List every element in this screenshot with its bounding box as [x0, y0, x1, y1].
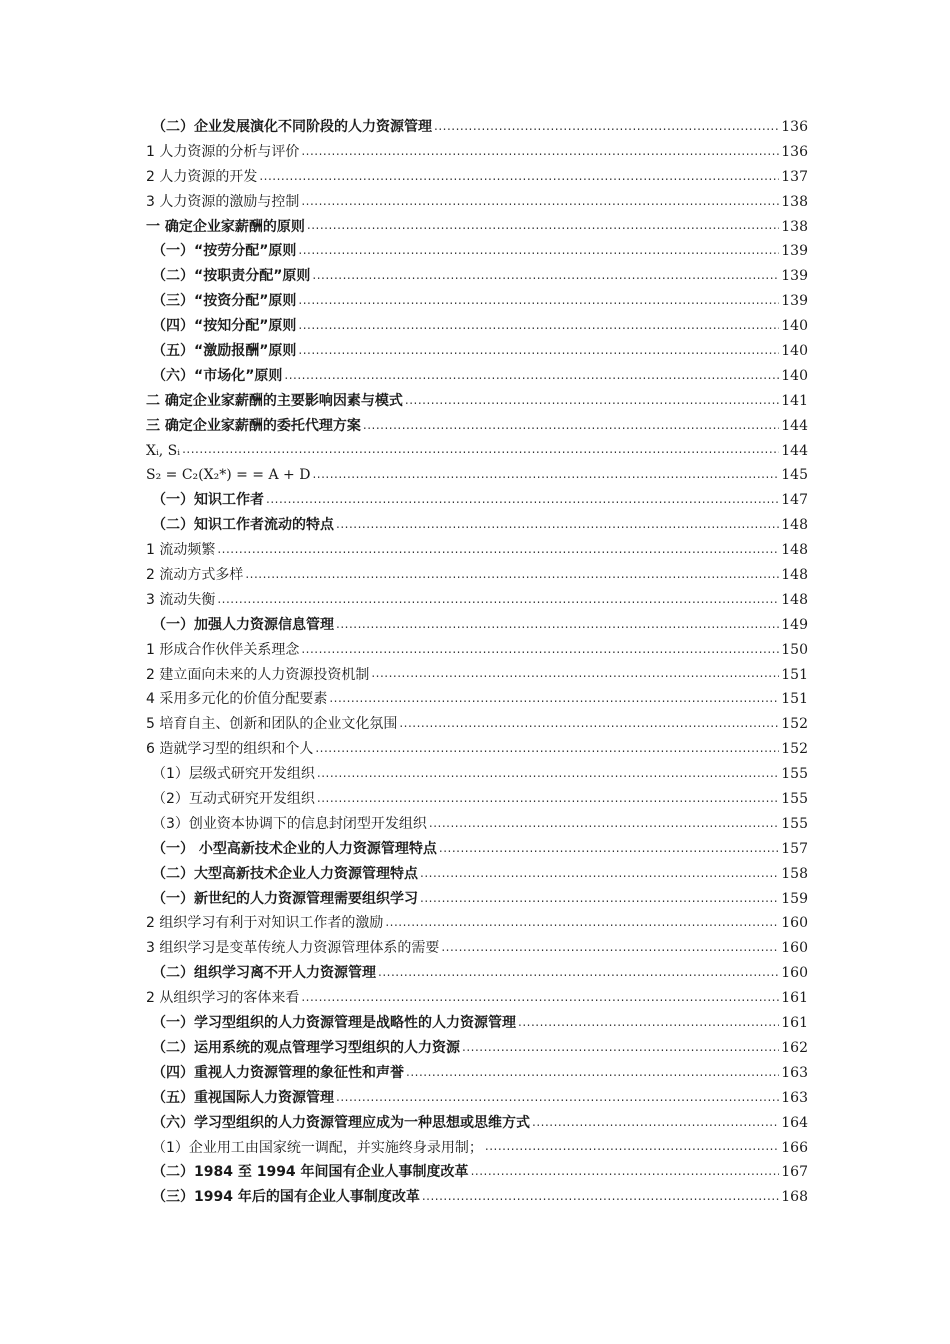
- toc-entry-page-number: 136: [781, 143, 808, 160]
- toc-entry-page-number: 140: [781, 343, 808, 359]
- toc-entry-page-number: 148: [781, 542, 808, 559]
- toc-entry[interactable]: [146, 439, 808, 464]
- toc-entry[interactable]: [146, 1160, 808, 1185]
- toc-entry-page-number: 160: [781, 940, 808, 957]
- toc-entry[interactable]: [146, 737, 808, 762]
- toc-entry-title: 2 流动方式多样: [146, 567, 244, 584]
- toc-entry-page-number: 148: [781, 517, 808, 534]
- toc-entry-page-number: 152: [781, 741, 808, 758]
- toc-entry[interactable]: [146, 215, 808, 240]
- toc-entry-page-number: 140: [781, 367, 808, 384]
- toc-dot-leader: [298, 344, 779, 358]
- toc-dot-leader: [518, 1016, 779, 1030]
- toc-entry-title: （三）1994 年后的国有企业人事制度改革: [152, 1189, 420, 1206]
- toc-entry[interactable]: [146, 289, 808, 314]
- toc-dot-leader: [284, 369, 779, 383]
- toc-entry-title: 二 确定企业家薪酬的主要影响因素与模式: [146, 392, 403, 409]
- toc-entry-page-number: 138: [781, 193, 808, 210]
- toc-entry-page-number: 160: [781, 965, 808, 982]
- toc-entry[interactable]: [146, 364, 808, 389]
- toc-entry-title: （二）“按职责分配”原则: [152, 268, 311, 285]
- toc-entry[interactable]: [146, 862, 808, 887]
- toc-entry-title: （六）学习型组织的人力资源管理应成为一种思想或思维方式: [152, 1114, 530, 1131]
- toc-entry-page-number: 140: [781, 318, 808, 335]
- toc-dot-leader: [336, 518, 779, 532]
- toc-entry-title: （二）大型高新技术企业人力资源管理特点: [152, 865, 418, 882]
- toc-dot-leader: [462, 1041, 779, 1055]
- toc-dot-leader: [378, 966, 779, 980]
- toc-entry[interactable]: [146, 488, 808, 513]
- toc-entry[interactable]: [146, 986, 808, 1011]
- toc-entry-page-number: 139: [781, 243, 808, 260]
- toc-entry-title: （六）“市场化”原则: [152, 367, 283, 384]
- toc-dot-leader: [420, 867, 779, 881]
- toc-dot-leader: [298, 244, 779, 258]
- toc-entry-page-number: 166: [781, 1139, 808, 1156]
- toc-dot-leader: [363, 419, 779, 433]
- toc-entry-title: 5 培育自主、创新和团队的企业文化氛围: [146, 716, 398, 733]
- toc-entry-title: 1 人力资源的分析与评价: [146, 143, 300, 160]
- toc-dot-leader: [317, 767, 779, 781]
- toc-entry-title: 2 组织学习有利于对知识工作者的激励: [146, 915, 384, 932]
- toc-entry-page-number: 161: [781, 990, 808, 1007]
- toc-entry[interactable]: [146, 812, 808, 837]
- toc-entry-title: （四）“按知分配”原则: [152, 318, 297, 335]
- toc-entry-page-number: 139: [781, 293, 808, 310]
- toc-entry-page-number: 163: [781, 1064, 808, 1081]
- toc-entry[interactable]: [146, 389, 808, 414]
- toc-entry-page-number: 141: [781, 392, 808, 409]
- toc-entry[interactable]: [146, 837, 808, 862]
- toc-dot-leader: [329, 692, 779, 706]
- toc-dot-leader: [312, 269, 779, 283]
- toc-entry-title: （五）“激励报酬”原则: [152, 343, 297, 359]
- toc-entry-page-number: 150: [781, 641, 808, 658]
- toc-dot-leader: [301, 195, 779, 209]
- toc-dot-leader: [301, 643, 779, 657]
- toc-entry-page-number: 168: [781, 1189, 808, 1206]
- toc-entry-page-number: 160: [781, 915, 808, 932]
- toc-entry-title: （一）加强人力资源信息管理: [152, 616, 334, 633]
- toc-entry-title: 1 形成合作伙伴关系理念: [146, 641, 300, 658]
- toc-entry-title: 3 组织学习是变革传统人力资源管理体系的需要: [146, 940, 440, 957]
- toc-dot-leader: [429, 817, 779, 831]
- toc-dot-leader: [471, 1165, 780, 1179]
- toc-entry-title: （一）新世纪的人力资源管理需要组织学习: [152, 890, 418, 907]
- toc-entry-page-number: 145: [781, 467, 808, 484]
- toc-entry[interactable]: [146, 936, 808, 961]
- toc-entry-page-number: 155: [781, 766, 808, 783]
- toc-entry-page-number: 158: [781, 865, 808, 882]
- toc-entry-title: （一）学习型组织的人力资源管理是战略性的人力资源管理: [152, 1015, 516, 1032]
- toc-dot-leader: [405, 394, 779, 408]
- toc-entry[interactable]: [146, 314, 808, 339]
- toc-entry-title: 3 人力资源的激励与控制: [146, 193, 300, 210]
- toc-entry-title: （2）互动式研究开发组织: [152, 791, 315, 808]
- toc-entry[interactable]: [146, 961, 808, 986]
- toc-dot-leader: [301, 145, 779, 159]
- toc-dot-leader: [422, 1190, 779, 1204]
- toc-entry[interactable]: [146, 190, 808, 215]
- toc-dot-leader: [217, 543, 779, 557]
- toc-entry[interactable]: [146, 115, 808, 140]
- toc-dot-leader: [259, 170, 779, 184]
- toc-entry-page-number: 159: [781, 890, 808, 907]
- toc-dot-leader: [217, 593, 779, 607]
- toc-entry-title: （三）“按资分配”原则: [152, 293, 297, 310]
- toc-entry-title: 2 建立面向未来的人力资源投资机制: [146, 666, 370, 683]
- toc-dot-leader: [336, 1091, 779, 1105]
- toc-dot-leader: [485, 1140, 779, 1154]
- toc-entry-page-number: 144: [781, 417, 808, 434]
- toc-entry-title: S₂ = C₂(X₂*) = = A + D: [146, 467, 311, 484]
- toc-dot-leader: [399, 717, 779, 731]
- toc-entry-title: （四）重视人力资源管理的象征性和声誉: [152, 1064, 404, 1081]
- toc-entry-page-number: 155: [781, 815, 808, 832]
- toc-entry-page-number: 138: [781, 218, 808, 235]
- toc-dot-leader: [441, 941, 779, 955]
- toc-entry-page-number: 139: [781, 268, 808, 285]
- toc-entry[interactable]: [146, 1136, 808, 1161]
- toc-entry[interactable]: [146, 1061, 808, 1086]
- toc-entry-page-number: 162: [781, 1039, 808, 1056]
- toc-entry[interactable]: [146, 588, 808, 613]
- toc-dot-leader: [301, 991, 779, 1005]
- toc-dot-leader: [371, 667, 779, 681]
- toc-entry-page-number: 161: [781, 1015, 808, 1032]
- toc-entry-title: （1）层级式研究开发组织: [152, 766, 315, 783]
- toc-entry[interactable]: [146, 712, 808, 737]
- toc-entry-title: （一）知识工作者: [152, 492, 264, 509]
- toc-dot-leader: [336, 618, 779, 632]
- toc-dot-leader: [434, 120, 779, 134]
- toc-entry[interactable]: [146, 1185, 808, 1210]
- toc-dot-leader: [315, 742, 779, 756]
- toc-entry[interactable]: [146, 339, 808, 364]
- toc-entry[interactable]: [146, 613, 808, 638]
- toc-entry-title: 2 从组织学习的客体来看: [146, 990, 300, 1007]
- toc-dot-leader: [298, 319, 779, 333]
- toc-entry-page-number: 155: [781, 791, 808, 808]
- toc-entry-title: （一） 小型高新技术企业的人力资源管理特点: [152, 840, 437, 857]
- toc-dot-leader: [298, 294, 779, 308]
- toc-entry-title: （二）企业发展演化不同阶段的人力资源管理: [152, 118, 432, 135]
- toc-entry-title: 三 确定企业家薪酬的委托代理方案: [146, 417, 361, 434]
- toc-entry[interactable]: [146, 513, 808, 538]
- toc-entry-title: （3）创业资本协调下的信息封闭型开发组织: [152, 815, 427, 832]
- toc-entry[interactable]: [146, 1036, 808, 1061]
- toc-entry-title: （1）企业用工由国家统一调配，并实施终身录用制；: [152, 1139, 483, 1156]
- toc-entry-title: 6 造就学习型的组织和个人: [146, 741, 314, 758]
- toc-dot-leader: [266, 493, 779, 507]
- toc-dot-leader: [406, 1066, 779, 1080]
- toc-dot-leader: [182, 443, 779, 457]
- toc-entry-page-number: 136: [781, 118, 808, 135]
- toc-entry-title: （二）1984 至 1994 年间国有企业人事制度改革: [152, 1164, 469, 1181]
- toc-entry-title: （五）重视国际人力资源管理: [152, 1089, 334, 1106]
- toc-entry-page-number: 157: [781, 840, 808, 857]
- toc-dot-leader: [312, 468, 779, 482]
- toc-entry-title: 2 人力资源的开发: [146, 168, 258, 185]
- toc-entry-page-number: 151: [781, 691, 808, 708]
- toc-entry[interactable]: [146, 663, 808, 688]
- toc-entry-page-number: 137: [781, 168, 808, 185]
- toc-dot-leader: [439, 842, 779, 856]
- toc-entry-title: （二）知识工作者流动的特点: [152, 517, 334, 534]
- toc-entry-title: 一 确定企业家薪酬的原则: [146, 218, 305, 235]
- toc-entry-title: 3 流动失衡: [146, 591, 216, 608]
- toc-entry-title: （二）运用系统的观点管理学习型组织的人力资源: [152, 1039, 460, 1056]
- toc-dot-leader: [245, 568, 779, 582]
- toc-entry[interactable]: [146, 1086, 808, 1111]
- toc-entry-page-number: 152: [781, 716, 808, 733]
- toc-entry[interactable]: [146, 463, 808, 488]
- toc-entry-page-number: 144: [781, 442, 808, 459]
- toc-dot-leader: [317, 792, 779, 806]
- toc-dot-leader: [532, 1116, 779, 1130]
- toc-entry[interactable]: [146, 762, 808, 787]
- toc-entry-title: （一）“按劳分配”原则: [152, 243, 297, 260]
- toc-entry[interactable]: [146, 140, 808, 165]
- toc-entry-page-number: 151: [781, 666, 808, 683]
- toc-entry-page-number: 167: [781, 1164, 808, 1181]
- toc-entry-title: （二）组织学习离不开人力资源管理: [152, 965, 376, 982]
- toc-entry[interactable]: [146, 538, 808, 563]
- toc-entry-page-number: 163: [781, 1089, 808, 1106]
- toc-entry-page-number: 164: [781, 1114, 808, 1131]
- toc-entry[interactable]: [146, 239, 808, 264]
- toc-entry[interactable]: [146, 1111, 808, 1136]
- toc-entry[interactable]: [146, 912, 808, 937]
- toc-entry[interactable]: [146, 165, 808, 190]
- toc-entry[interactable]: [146, 787, 808, 812]
- toc-entry-page-number: 147: [781, 492, 808, 509]
- toc-entry-title: 1 流动频繁: [146, 542, 216, 559]
- toc-entry-title: Xᵢ, Sᵢ: [146, 442, 181, 459]
- toc-entry[interactable]: [146, 687, 808, 712]
- toc-entry[interactable]: [146, 1011, 808, 1036]
- toc-entry[interactable]: [146, 264, 808, 289]
- toc-dot-leader: [307, 219, 779, 233]
- toc-dot-leader: [420, 892, 779, 906]
- toc-entry[interactable]: [146, 414, 808, 439]
- toc-entry-page-number: 148: [781, 567, 808, 584]
- toc-dot-leader: [385, 916, 779, 930]
- table-of-contents: [146, 115, 808, 1210]
- toc-entry-page-number: 148: [781, 591, 808, 608]
- toc-entry-page-number: 149: [781, 616, 808, 633]
- toc-entry[interactable]: [146, 638, 808, 663]
- toc-entry-title: 4 采用多元化的价值分配要素: [146, 691, 328, 708]
- toc-entry[interactable]: [146, 887, 808, 912]
- toc-entry[interactable]: [146, 563, 808, 588]
